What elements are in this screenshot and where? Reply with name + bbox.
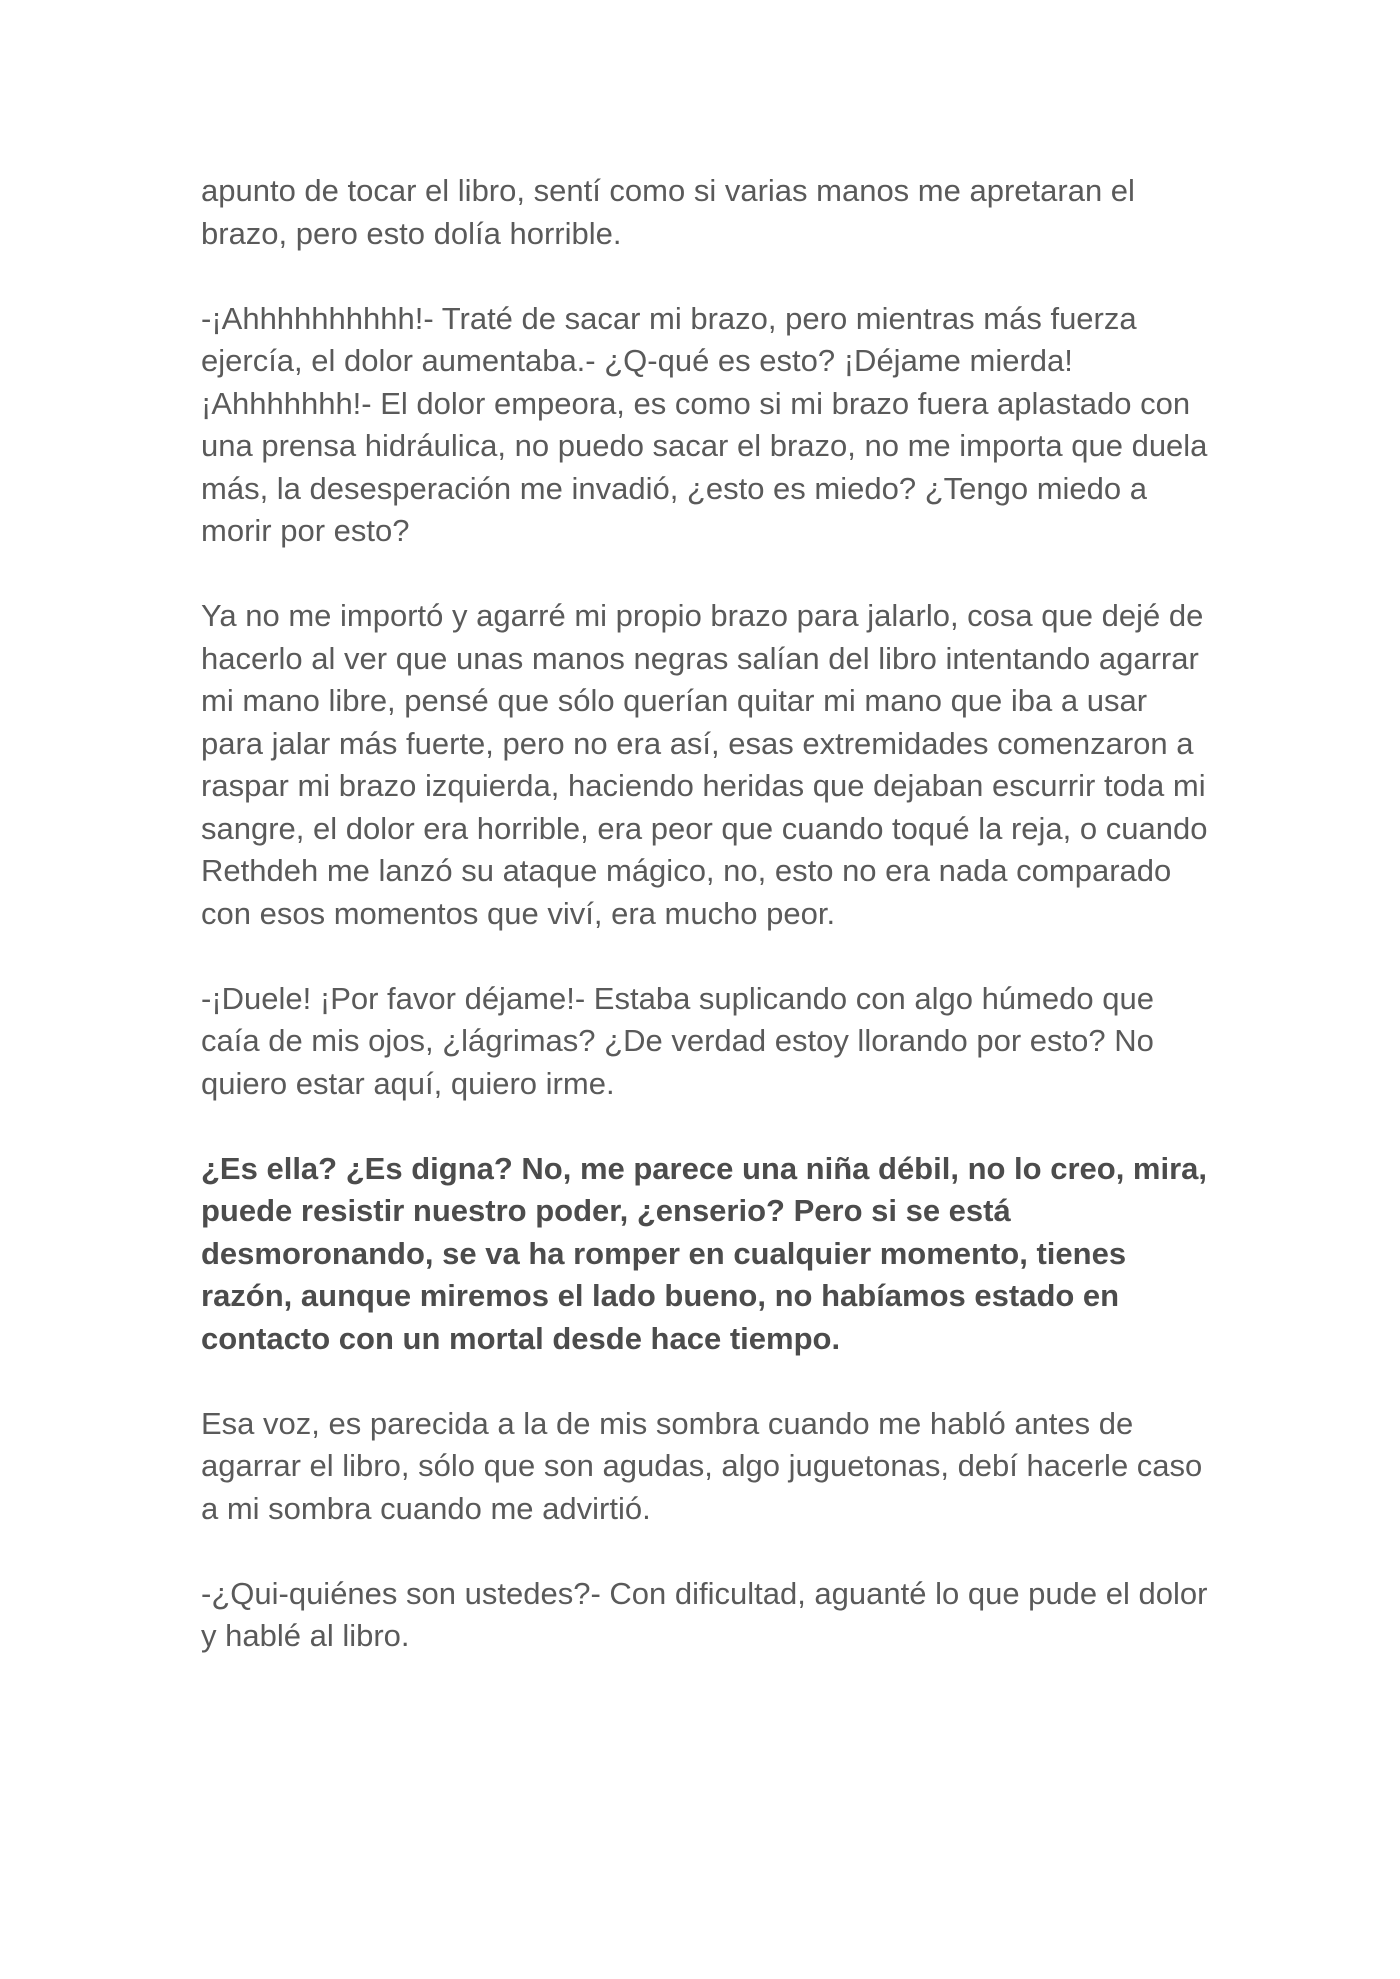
paragraph-4: -¡Duele! ¡Por favor déjame!- Estaba suplicando con algo húmedo que caía de mis ojos, ¿lágrimas? ¿De verdad estoy llorando por esto? No quiero estar aquí, quiero irme. (201, 980, 1154, 1101)
paragraph-6: Esa voz, es parecida a la de mis sombra cuando me habló antes de agarrar el libro, sólo que son agudas, algo juguetonas, debí hacerle caso a mi sombra cuando me advirtió. (201, 1405, 1203, 1526)
paragraph-7: -¿Qui-quiénes son ustedes?- Con dificultad, aguanté lo que pude el dolor y hablé al libro. (201, 1575, 1208, 1653)
paragraph-2: -¡Ahhhhhhhhhh!- Traté de sacar mi brazo, pero mientras más fuerza ejercía, el dolor aumentaba.- ¿Q-qué es esto? ¡Déjame mierda! ¡Ahhhhhhh!- El dolor empeora, es como si mi brazo fuera aplastado con una prensa hidráulica, no puedo sacar el brazo, no me importa que duela más, la desesperación me invadió, ¿esto es miedo? ¿Tengo miedo a morir por esto? (201, 300, 1208, 548)
paragraph-1: apunto de tocar el libro, sentí como si varias manos me apretaran el brazo, pero esto dolía horrible. (201, 173, 1135, 251)
document-body (201, 170, 1211, 1700)
paragraph-3: Ya no me importó y agarré mi propio brazo para jalarlo, cosa que dejé de hacerlo al ver que unas manos negras salían del libro intentando agarrar mi mano libre, pensé que sólo querían quitar mi mano que iba a usar para jalar más fuerte, pero no era así, esas extremidades comenzaron a raspar mi brazo izquierda, haciendo heridas que dejaban escurrir toda mi sangre, el dolor era horrible, era peor que cuando toqué la reja, o cuando Rethdeh me lanzó su ataque mágico, no, esto no era nada comparado con esos momentos que viví, era mucho peor. (201, 598, 1208, 931)
paragraph-5-bold-voices: ¿Es ella? ¿Es digna? No, me parece una niña débil, no lo creo, mira, puede resistir nuestro poder, ¿enserio? Pero si se está desmoronando, se va ha romper en cualquier momento, tienes razón, aunque miremos el lado bueno, no habíamos estado en contacto con un mortal desde hace tiempo. (201, 1150, 1208, 1356)
